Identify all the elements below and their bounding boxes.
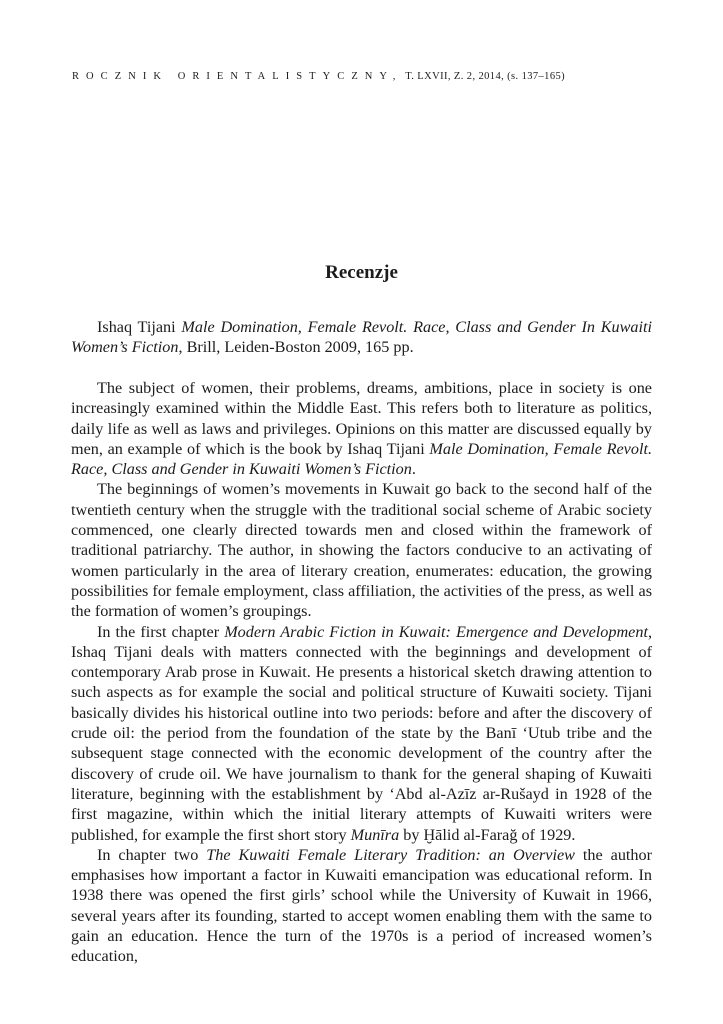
paragraph-3-text-end: by Ḫālid al-Farağ of 1929. — [399, 825, 576, 844]
review-body — [71, 378, 652, 967]
paragraph-3-text-start: In the first chapter — [97, 622, 225, 641]
reviewed-author: Ishaq Tijani — [97, 318, 176, 336]
paragraph-3-story-title: Munīra — [350, 825, 400, 844]
reviewed-publication-info: , Brill, Leiden-Boston 2009, 165 pp. — [178, 338, 414, 357]
paragraph-1 — [71, 378, 652, 479]
paragraph-4 — [71, 845, 652, 967]
paragraph-4-text-start: In chapter two — [97, 845, 207, 864]
reviewed-book-title: Male Domination, Female Revolt. Race, Class and Gender In Kuwaiti Women’s Fiction — [71, 318, 652, 357]
running-head — [72, 71, 652, 82]
paragraph-1-book-title: Male Domination, Female Revolt. Race, Class and Gender in Kuwaiti Women’s Fiction — [71, 439, 652, 479]
paragraph-4-chapter-title: The Kuwaiti Female Literary Tradition: an Overview — [206, 845, 575, 864]
paragraph-3 — [71, 622, 652, 845]
paragraph-1-text: The subject of women, their problems, dreams, ambitions, place in society is one increasingly examined within the Middle East. This refers both to literature as politics, daily life as well as laws and privileges. Opinions on this matter are discussed equally by men, an example of which is the book by Ishaq Tijani — [71, 379, 652, 458]
section-title: Recenzje — [325, 262, 398, 283]
paragraph-2: The beginnings of women’s movements in Kuwait go back to the second half of the twentieth century when the struggle with the traditional social scheme of Arabic society commenced, one clearly directed towards men and closed within the framework of traditional patriarchy. The author, in showing the factors conducive to an activating of women particularly in the area of literary creation, enumerates: education, the growing possibilities for female employment, class affiliation, the activities of the press, as well as the formation of women’s groupings. — [71, 480, 652, 621]
running-head-journal: ROCZNIK ORIENTALISTYCZNY, — [72, 71, 403, 82]
running-head-details: T. LXVII, Z. 2, 2014, (s. 137–165) — [405, 71, 566, 82]
review-reference — [71, 317, 652, 358]
paragraph-3-text-middle: , Ishaq Tijani deals with matters connected with the beginnings and development of contemporary Arab prose in Kuwait. He presents a historical sketch drawing attention to such aspects as for example the social and political structure of Kuwaiti society. Tijani basically divides his historical outline into two periods: before and after the discovery of crude oil: the period from the foundation of the state by the Banī ‘Utub tribe and the subsequent stage connected with the economic development of the country after the discovery of crude oil. We have journalism to thank for the general shaping of Kuwaiti literature, beginning with the establishment by ‘Abd al-Azīz ar-Rušayd in 1928 of the first magazine, within which the initial literary attempts of Kuwaiti writers were published, for example the first short story — [71, 622, 653, 844]
paragraph-1-end: . — [411, 460, 416, 479]
review-reference-line — [71, 317, 652, 358]
paragraph-3-chapter-title: Modern Arabic Fiction in Kuwait: Emergence and Development — [224, 622, 648, 641]
paragraph-4-text-end: the author emphasises how important a factor in Kuwaiti emancipation was educational reform. In 1938 there was opened the first girls’ school while the University of Kuwait in 1966, several years after its founding, started to accept women enabling them with the same to gain an education. Hence the turn of the 1970s is a period of increased women’s education, — [71, 845, 652, 966]
